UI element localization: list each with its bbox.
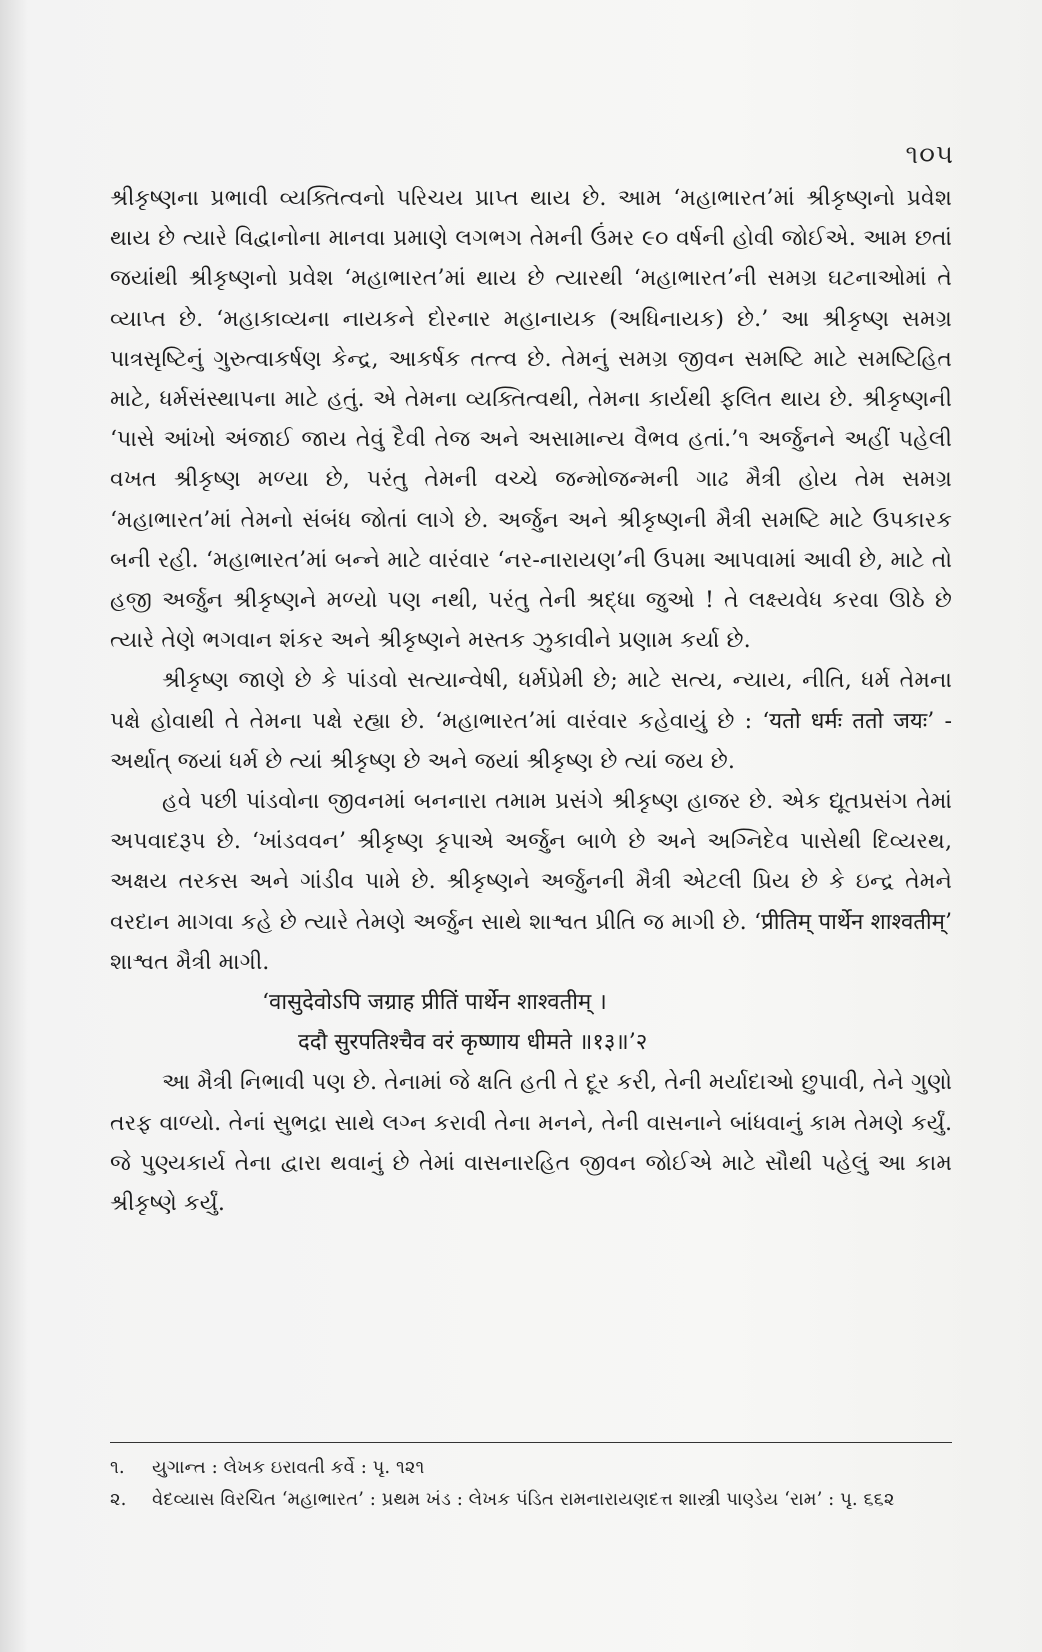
verse-line-2: ददौ सुरपतिश्चैव वरं कृष्णाय धीमते ॥१३॥’२: [298, 1029, 648, 1056]
verse-line-1: ‘वासुदेवोऽपि जग्राह प्रीतिं पार्थेन शाश्वतीम् ।: [262, 989, 607, 1016]
paragraph-2: શ્રીકૃષ્ણ જાણે છે કે પાંડવો સત્યાન્વેષી, ધર્મપ્રેમી છે; માટે સત્ય, ન્યાય, નીતિ, ધર્મ તેમના પક્ષે હોવાથી તે તેમના પક્ષે રહ્યા છે. ‘મહાભારત’માં વારંવાર કહેવાયું છે : ‘यतो धर्मः ततो जयः’ - અર્થાત્ જયાં ધર્મ છે ત્યાં શ્રીકૃષ્ણ છે અને જયાં શ્રીકૃષ્ણ છે ત્યાં જય છે.: [110, 667, 952, 774]
footnote-text: વેદવ્યાસ વિરચિત ‘મહાભારત’ : પ્રથમ ખંડ : લેખક પંડિત રામનારાયણદત્ત શાસ્ત્રી પાણ્ડેય ‘રામ’ : પૃ. ૬૬૨: [152, 1489, 895, 1510]
footnote-text: યુગાન્ત : લેખક ઇરાવતી કર્વે : પૃ. ૧૨૧: [152, 1457, 425, 1478]
paragraph-4: આ મૈત્રી નિભાવી પણ છે. તેનામાં જે ક્ષતિ હતી તે દૂર કરી, તેની મર્યાદાઓ છુપાવી, તેને ગુણો તરફ વાળ્યો. તેનાં સુભદ્રા સાથે લગ્ન કરાવી તેના મનને, તેની વાસનાને બાંધવાનું કામ તેમણે કર્યું. જે પુણ્યકાર્ય તેના દ્વારા થવાનું છે તેમાં વાસનારહિત જીવન જોઈએ માટે સૌથી પહેલું આ કામ શ્રીકૃષ્ણે કર્યું.: [110, 1069, 953, 1217]
footnote-1: [110, 1452, 952, 1484]
page-number: ૧૦૫: [905, 140, 954, 170]
paragraph-1: શ્રીકૃષ્ણના પ્રભાવી વ્યક્તિત્વનો પરિચય પ્રાપ્ત થાય છે. આમ ‘મહાભારત’માં શ્રીકૃષ્ણનો પ્રવેશ થાય છે ત્યારે વિદ્વાનોના માનવા પ્રમાણે લગભગ તેમની ઉંમર ૯૦ વર્ષની હોવી જોઈએ. આમ છતાં જયાંથી શ્રીકૃષ્ણનો પ્રવેશ ‘મહાભારત’માં થાય છે ત્યારથી ‘મહાભારત’ની સમગ્ર ઘટનાઓમાં તે વ્યાપ્ત છે. ‘મહાકાવ્યના નાયકને દોરનાર મહાનાયક (અધિનાયક) છે.’ આ શ્રીકૃષ્ણ સમગ્ર પાત્રસૃષ્ટિનું ગુરુત્વાકર્ષણ કેન્દ્ર, આકર્ષક તત્ત્વ છે. તેમનું સમગ્ર જીવન સમષ્ટિ માટે સમષ્ટિહિત માટે, ધર્મસંસ્થાપના માટે હતું. એ તેમના વ્યક્તિત્વથી, તેમના કાર્યથી ફલિત થાય છે. શ્રીકૃષ્ણની ‘પાસે આંખો અંજાઈ જાય તેવું દૈવી તેજ અને અસામાન્ય વૈભવ હતાં.’૧ અર્જુનને અહીં પહેલી વખત શ્રીકૃષ્ણ મળ્યા છે, પરંતુ તેમની વચ્ચે જન્મોજન્મની ગાઢ મૈત્રી હોય તેમ સમગ્ર ‘મહાભારત’માં તેમનો સંબંધ જોતાં લાગે છે. અર્જુન અને શ્રીકૃષ્ણની મૈત્રી સમષ્ટિ માટે ઉપકારક બની રહી. ‘મહાભારત’માં બન્ને માટે વારંવાર ‘નર-નારાયણ’ની ઉપમા આપવામાં આવી છે, માટે તો હજી અર્જુન શ્રીકૃષ્ણને મળ્યો પણ નથી, પરંતુ તેની શ્રદ્ધા જુઓ ! તે લક્ષ્યવેધ કરવા ઊઠે છે ત્યારે તેણે ભગવાન શંકર અને શ્રીકૃષ્ણને મસ્તક ઝુકાવીને પ્રણામ કર્યા છે.: [110, 185, 952, 654]
sanskrit-verse: [110, 982, 952, 1062]
footnotes: [110, 1452, 952, 1516]
footnote-number: ૨.: [110, 1489, 127, 1510]
footnote-2: [110, 1484, 952, 1516]
footnote-divider: [110, 1442, 952, 1443]
page-body: [110, 178, 952, 1223]
footnote-number: ૧.: [110, 1457, 125, 1478]
paragraph-3: હવે પછી પાંડવોના જીવનમાં બનનારા તમામ પ્રસંગે શ્રીકૃષ્ણ હાજર છે. એક દ્યૂતપ્રસંગ તેમાં અપવાદરૂપ છે. ‘ખાંડવવન’ શ્રીકૃષ્ણ કૃપાએ અર્જુન બાળે છે અને અગ્નિદેવ પાસેથી દિવ્યરથ, અક્ષય તરકસ અને ગાંડીવ પામે છે. શ્રીકૃષ્ણને અર્જુનની મૈત્રી એટલી પ્રિય છે કે ઇન્દ્ર તેમને વરદાન માગવા કહે છે ત્યારે તેમણે અર્જુન સાથે શાશ્વત પ્રીતિ જ માગી છે. ‘प्रीतिम् पार्थेन शाश्वतीम्’ શાશ્વત મૈત્રી માગી.: [110, 788, 952, 975]
